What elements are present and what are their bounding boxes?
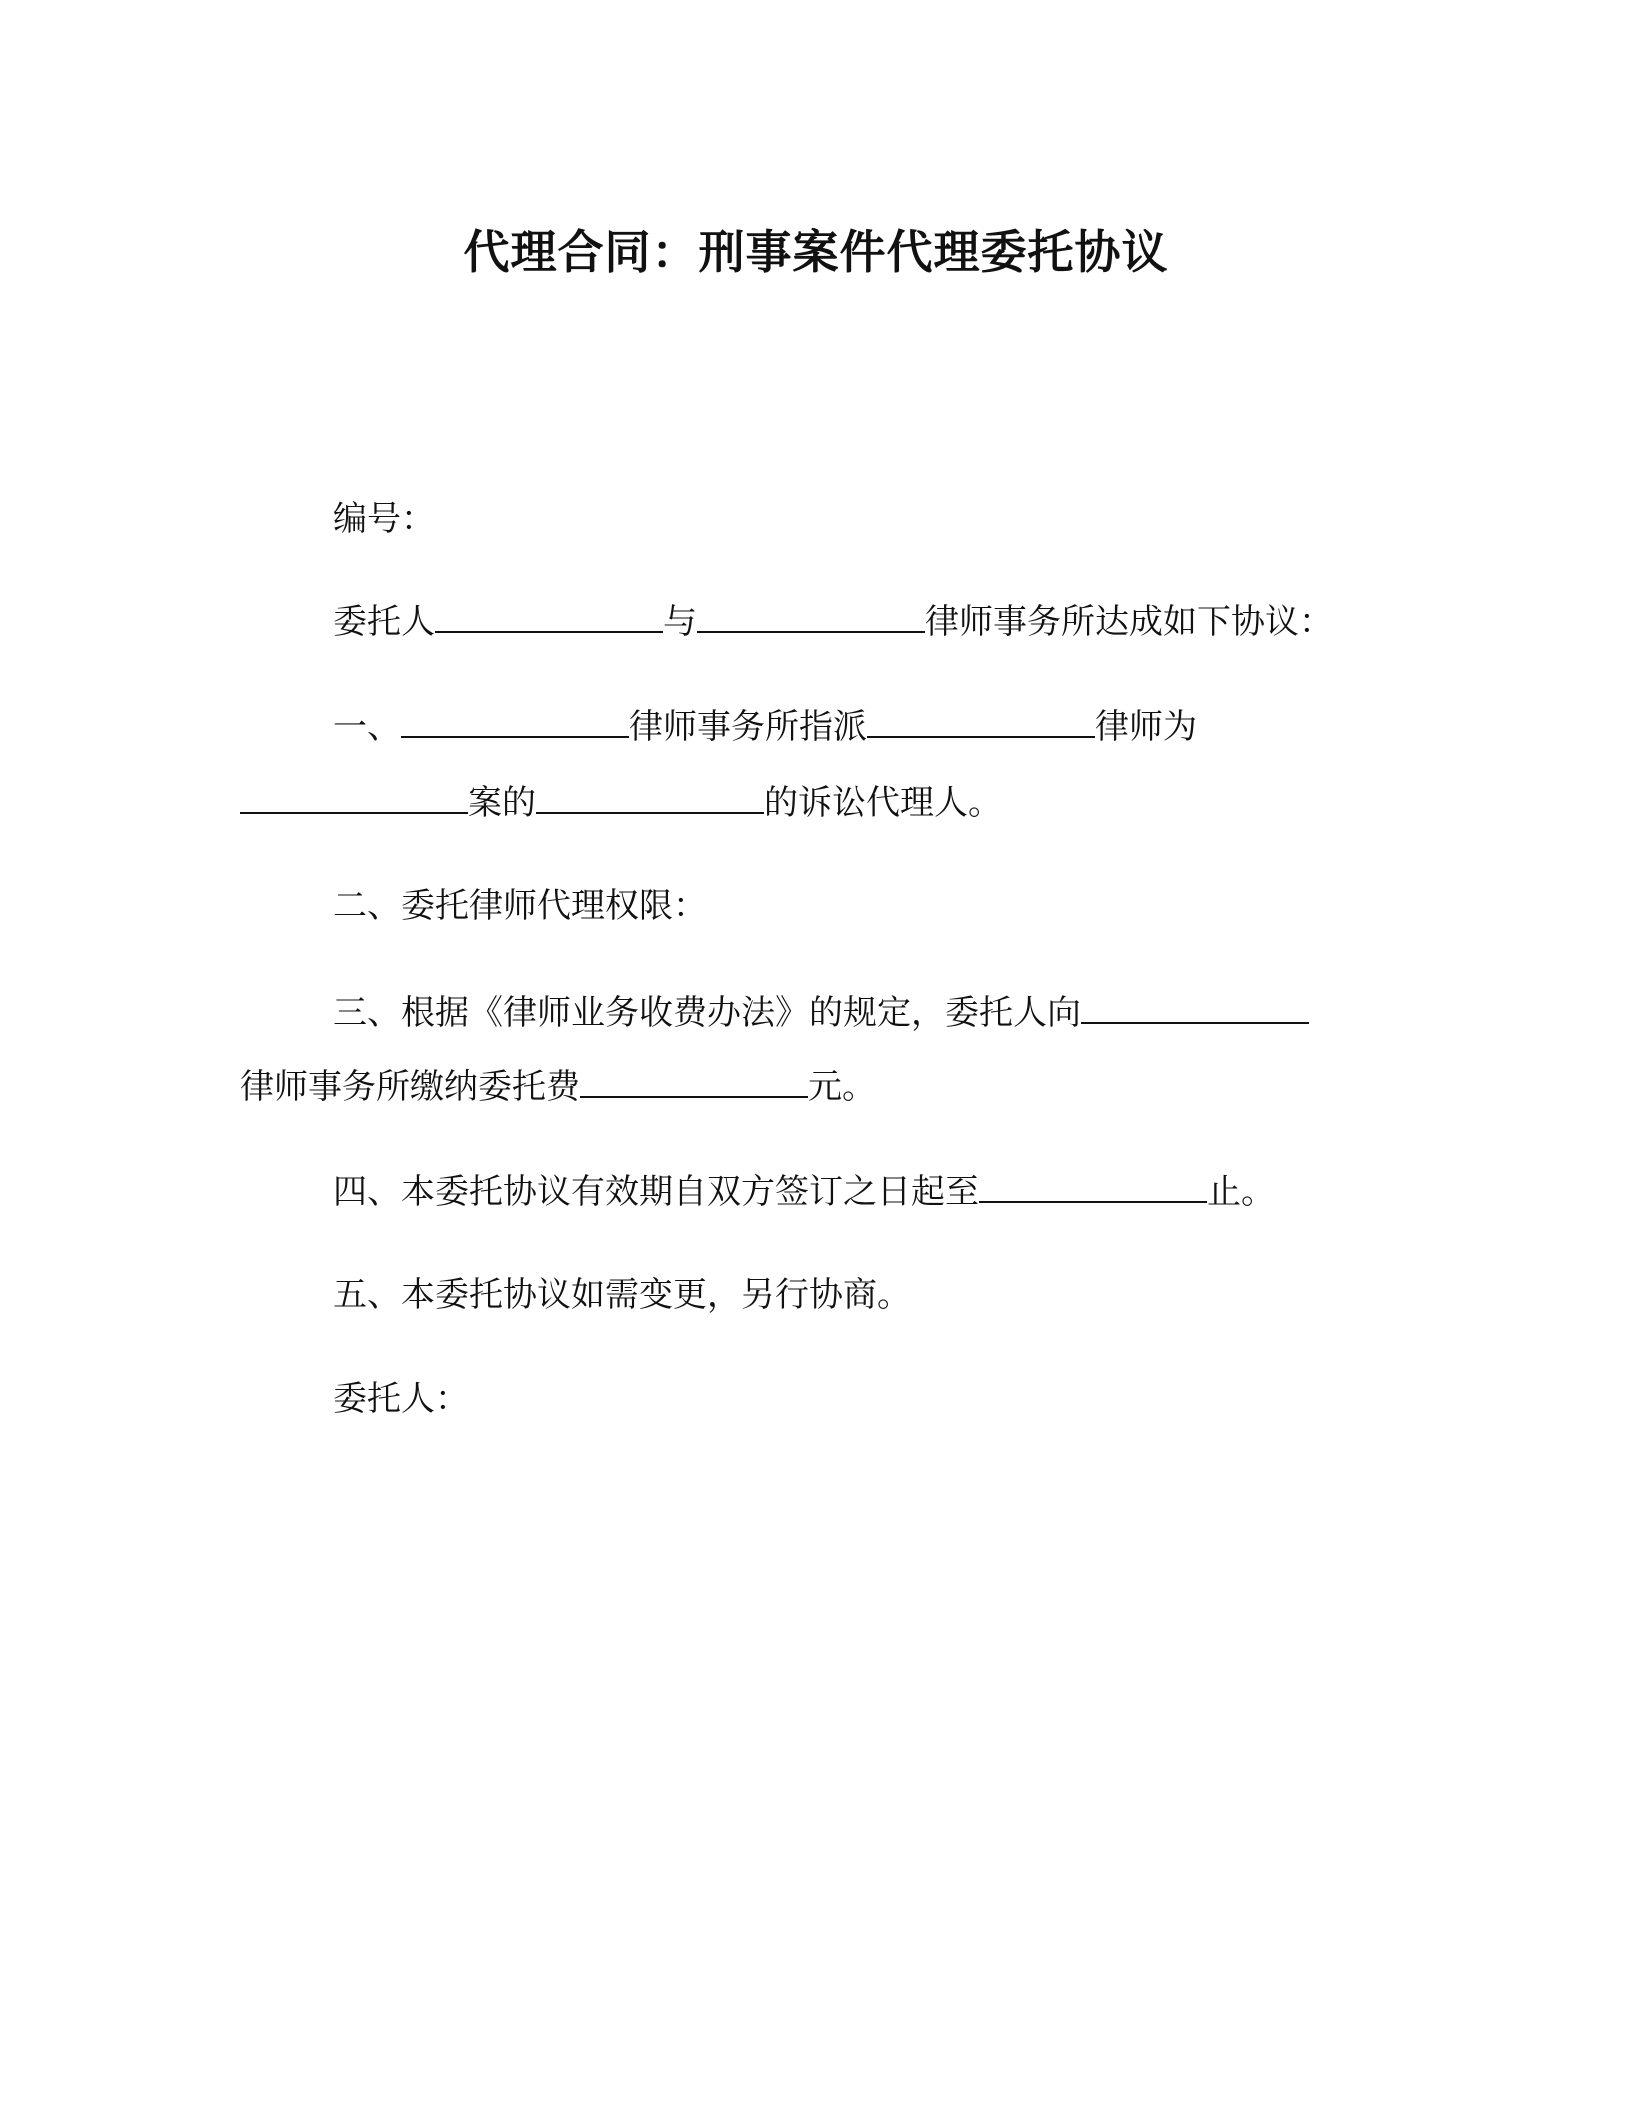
intro-text-3: 律师事务所达成如下协议： bbox=[925, 602, 1333, 642]
clause-3-line-2 bbox=[240, 1065, 876, 1109]
signature-section bbox=[333, 1377, 469, 1421]
document-title: 代理合同：刑事案件代理委托协议 bbox=[463, 225, 1169, 279]
clause-3-text-3: 元。 bbox=[808, 1067, 876, 1107]
number-label-text: 编号： bbox=[333, 499, 435, 539]
clause-1-firm-blank[interactable] bbox=[401, 706, 629, 738]
clause-3-fee-blank[interactable] bbox=[580, 1066, 808, 1098]
clause-5 bbox=[333, 1273, 911, 1317]
clause-1-line-2 bbox=[240, 781, 1002, 825]
clause-1-text-5: 的诉讼代理人。 bbox=[764, 783, 1002, 823]
clause-4 bbox=[333, 1170, 1275, 1214]
clause-3-firm-blank[interactable] bbox=[1081, 992, 1309, 1024]
contract-number-label bbox=[333, 497, 435, 541]
clause-1-lawyer-blank[interactable] bbox=[867, 706, 1095, 738]
clause-1-case-blank[interactable] bbox=[240, 782, 468, 814]
clause-1-text-2: 律师事务所指派 bbox=[629, 707, 867, 747]
clause-4-text-2: 止。 bbox=[1207, 1172, 1275, 1212]
clause-1-text-1: 一、 bbox=[333, 707, 401, 747]
clause-2-text: 二、委托律师代理权限： bbox=[333, 886, 707, 926]
clause-5-text: 五、本委托协议如需变更，另行协商。 bbox=[333, 1275, 911, 1315]
client-name-blank[interactable] bbox=[435, 601, 663, 633]
clause-2 bbox=[333, 884, 707, 928]
clause-3-text-2: 律师事务所缴纳委托费 bbox=[240, 1067, 580, 1107]
clause-1-text-3: 律师为 bbox=[1095, 707, 1197, 747]
clause-1-party-blank[interactable] bbox=[536, 782, 764, 814]
intro-text-2: 与 bbox=[663, 602, 697, 642]
clause-1-line-1 bbox=[333, 705, 1197, 749]
signature-label: 委托人： bbox=[333, 1379, 469, 1419]
clause-3-line-1 bbox=[333, 991, 1309, 1035]
clause-4-text-1: 四、本委托协议有效期自双方签订之日起至 bbox=[333, 1172, 979, 1212]
law-firm-name-blank[interactable] bbox=[697, 601, 925, 633]
intro-text-1: 委托人 bbox=[333, 602, 435, 642]
intro-paragraph bbox=[333, 600, 1333, 644]
clause-1-text-4: 案的 bbox=[468, 783, 536, 823]
clause-4-date-blank[interactable] bbox=[979, 1171, 1207, 1203]
clause-3-text-1: 三、根据《律师业务收费办法》的规定，委托人向 bbox=[333, 993, 1081, 1033]
